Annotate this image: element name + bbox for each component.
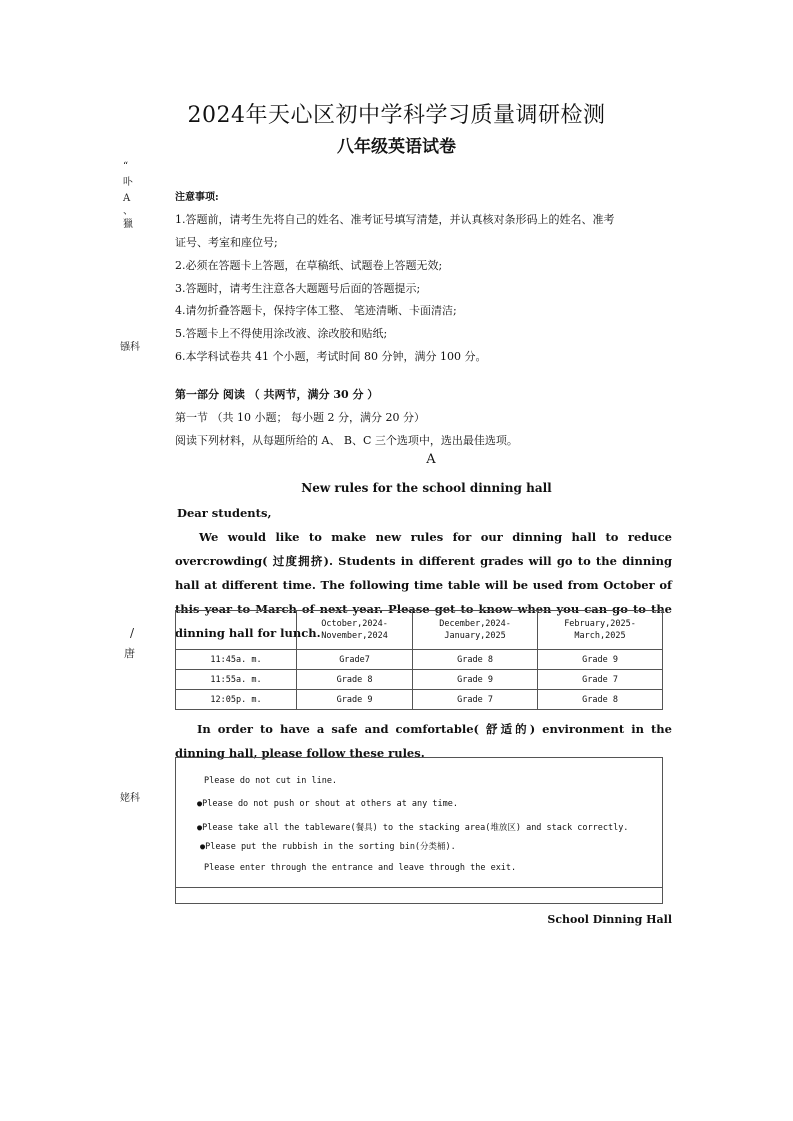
table-header-cell: December,2024- January,2025 (413, 611, 538, 650)
passage-paragraph: We would like to make new rules for our dinning hall to reduce overcrowding( 过度拥挤). Students in different grades will go to the dinning hall at different time. The following time table will be used from October of this year to March of next year. Please get to know when you can go to the dinning hall for lunch. (175, 530, 672, 640)
margin-mark: 獵 (123, 219, 133, 230)
rule-item: Please do not cut in line. (204, 776, 338, 786)
notice-item: 2.必须在答题卡上答题，在草稿纸、试题卷上答题无效; (175, 259, 443, 272)
page-subtitle: 八年级英语试卷 (337, 137, 456, 157)
page-title: 2024年天心区初中学科学习质量调研检测 (187, 103, 606, 128)
section-instruction: 阅读下列材料，从每题所给的 A、 B、C 三个选项中，选出最佳选项。 (175, 434, 518, 447)
margin-mark: “ (123, 161, 129, 172)
table-cell: 12:05p. m. (176, 690, 297, 710)
passage-greeting: Dear students, (177, 506, 272, 520)
section-title: 第一节 （共 10 小题； 每小题 2 分，满分 20 分） (175, 411, 425, 424)
table-cell: Grade 8 (413, 650, 538, 670)
notice-item: 3.答题时，请考生注意各大题题号后面的答题提示; (175, 282, 421, 295)
margin-mark: 卟 (123, 177, 133, 188)
margin-mark: 姥科 (120, 793, 140, 804)
margin-mark: A (123, 193, 131, 204)
table-cell: Grade 7 (413, 690, 538, 710)
table-header-cell: October,2024- November,2024 (297, 611, 413, 650)
signature: School Dinning Hall (547, 913, 672, 926)
notice-item: 4.请勿折叠答题卡，保持字体工整、 笔迹清晰、卡面清洁; (175, 304, 457, 317)
notice-item: 证号、考室和座位号; (175, 236, 278, 249)
notice-item: 5.答题卡上不得使用涂改液、涂改胶和贴纸; (175, 327, 388, 340)
table-cell: Grade 8 (538, 690, 663, 710)
rule-item: ●Please put the rubbish in the sorting bin(分类桶). (200, 842, 456, 852)
table-cell: 11:45a. m. (176, 650, 297, 670)
margin-mark: 、 (123, 206, 133, 217)
table-cell: 11:55a. m. (176, 670, 297, 690)
table-cell: Grade 8 (297, 670, 413, 690)
passage-label: A (426, 452, 436, 467)
table-cell: Grade 7 (538, 670, 663, 690)
margin-mark: 镪科 (120, 342, 140, 353)
rule-item: Please enter through the entrance and leave through the exit. (204, 863, 517, 873)
passage-paragraph: In order to have a safe and comfortable( 舒适的) environment in the dinning hall, please follow these rules. (175, 722, 672, 760)
passage-title: New rules for the school dinning hall (301, 481, 552, 495)
margin-mark: / (130, 626, 135, 640)
table-row (176, 670, 663, 690)
table-header-cell (176, 611, 297, 650)
rule-item: ●Please take all the tableware(餐具) to the stacking area(堆放区) and stack correctly. (197, 823, 629, 833)
notice-item: 1.答题前，请考生先将自己的姓名、准考证号填写清楚，并认真核对条形码上的姓名、准考 (175, 213, 615, 226)
part-title: 第一部分 阅读 （ 共两节，满分 30 分 ） (175, 388, 379, 401)
rule-item: ●Please do not push or shout at others at any time. (197, 799, 458, 809)
margin-mark-group (123, 160, 133, 231)
table-cell: Grade 9 (538, 650, 663, 670)
rules-divider (175, 887, 663, 888)
notice-item: 6.本学科试卷共 41 个小题，考试时间 80 分钟，满分 100 分。 (175, 350, 487, 363)
table-header-cell: February,2025- March,2025 (538, 611, 663, 650)
table-row (176, 690, 663, 710)
table-cell: Grade7 (297, 650, 413, 670)
table-header-row (176, 611, 663, 650)
margin-mark: 唐 (124, 647, 135, 660)
notice-heading: 注意事项: (175, 192, 219, 203)
table-cell: Grade 9 (413, 670, 538, 690)
table-cell: Grade 9 (297, 690, 413, 710)
table-row (176, 650, 663, 670)
schedule-table (175, 610, 663, 710)
